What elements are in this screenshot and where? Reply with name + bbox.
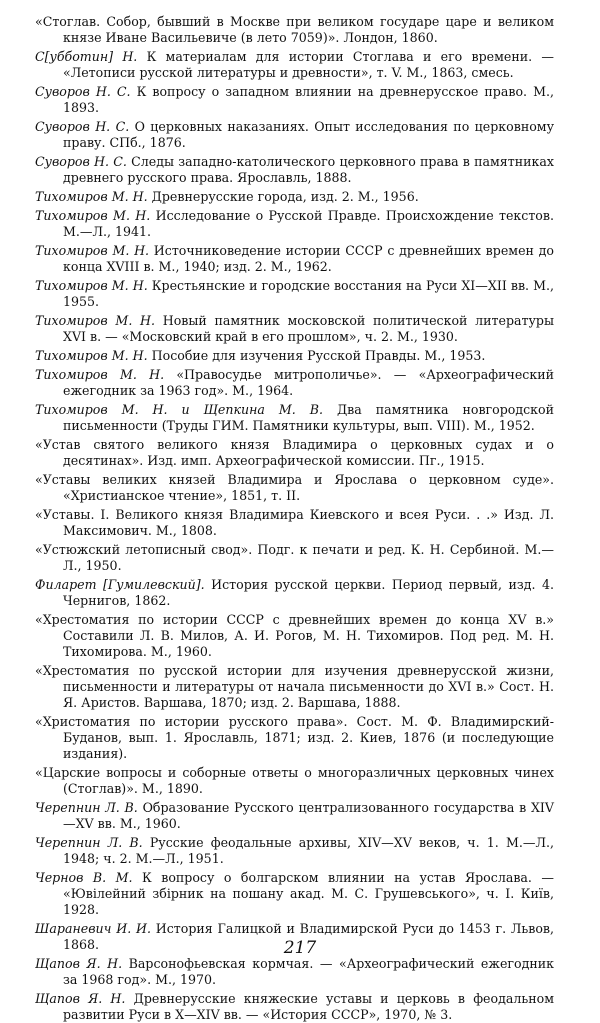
entry-author: Тихомиров М. Н. (35, 313, 156, 329)
entry-author: Щапов Я. Н. (35, 990, 126, 1006)
bibliography-entry (35, 663, 554, 711)
bibliography-entry (35, 278, 554, 310)
entry-text: Исследование о Русской Правде. Происхождение текстов. М.—Л., 1941. (63, 208, 554, 239)
entry-author: С[убботин] Н. (35, 49, 138, 64)
entry-author: Тихомиров М. Н. (35, 278, 148, 294)
bibliography-entry (35, 84, 554, 116)
entry-author: Шараневич И. И. (35, 920, 151, 936)
bibliography-entry (35, 577, 554, 609)
entry-text: «Царские вопросы и соборные ответы о многоразличных церковных чинех (Стоглав)». М., 1890. (35, 764, 554, 796)
bibliography-entry (35, 119, 554, 151)
entry-text: Следы западно-католического церковного права в памятниках древнего русского права. Ярославль, 1888. (63, 154, 554, 185)
entry-text: Пособие для изучения Русской Правды. М., 1953. (147, 348, 486, 364)
entry-author: Тихомиров М. Н. (35, 348, 148, 364)
bibliography-entry (35, 472, 554, 504)
bibliography-entry (35, 243, 554, 275)
bibliography-entry (35, 765, 554, 797)
entry-text: История Галицкой и Владимирской Руси до 1453 г. Львов, 1868. (63, 920, 555, 952)
entry-text: К материалам для истории Стоглава и его времени. — «Летописи русской литературы и древности», т. V. М., 1863, смесь. (63, 49, 555, 80)
bibliography-entry (35, 800, 554, 832)
entry-author: Тихомиров М. Н. (35, 243, 150, 259)
bibliography-entry (35, 542, 554, 574)
bibliography-entry (35, 14, 554, 46)
entry-author: Щапов Я. Н. (35, 955, 123, 971)
page-number: 217 (283, 938, 317, 958)
entry-text: «Правосудье митрополичье». — «Археографический ежегодник за 1963 год». М., 1964. (63, 367, 554, 399)
entry-text: «Устюжский летописный свод». Подг. к печати и ред. К. Н. Сербиной. М.—Л., 1950. (35, 542, 554, 574)
bibliography-entry (35, 208, 554, 240)
bibliography-entry (35, 402, 554, 434)
entry-text: «Хрестоматия по русской истории для изучения древнерусской жизни, письменности и литературы от начала письменности до XVI в.» Сост. Н. Я. Аристов. Варшава, 1870; изд. 2. Варшава, 1888. (35, 663, 554, 710)
entry-text: История русской церкви. Период первый, изд. 4. Чернигов, 1862. (63, 577, 554, 609)
entry-text: Образование Русского централизованного государства в XIV—XV вв. М., 1960. (63, 799, 554, 831)
entry-author: Черепнин Л. В. (35, 834, 143, 850)
bibliography-entry (35, 612, 554, 660)
bibliography-entry (35, 189, 554, 205)
entry-text: О церковных наказаниях. Опыт исследования по церковному праву. СПб., 1876. (63, 119, 554, 150)
bibliography-entry (35, 313, 554, 345)
bibliography-entry (35, 714, 554, 762)
entry-text: К вопросу о западном влиянии на древнерусское право. М., 1893. (63, 84, 554, 115)
entry-text: Два памятника новгородской письменности (Труды ГИМ. Памятники культуры, вып. VIII). М., 1952. (63, 402, 555, 434)
entry-author: Суворов Н. С. (35, 154, 127, 169)
entry-text: Древнерусские княжеские уставы и церковь в феодальном развитии Руси в X—XIV вв. — «История СССР», 1970, № 3. (63, 990, 554, 1022)
bibliography-entry (35, 154, 554, 186)
bibliography-entry (35, 870, 554, 918)
entry-author: Тихомиров М. Н. (35, 208, 151, 224)
entry-author: Филарет [Гумилевский]. (35, 577, 205, 593)
entry-text: «Христоматия по истории русского права». Сост. М. Ф. Владимирский-Буданов, вып. 1. Ярославль, 1871; изд. 2. Киев, 1876 (и последующие издания). (35, 714, 554, 761)
bibliography-entry (35, 437, 554, 469)
entry-text: К вопросу о болгарском влиянии на устав Ярослава. — «Ювілейний збірник на пошану акад. М. С. Грушевського», ч. I. Київ, 1928. (63, 869, 554, 917)
bibliography-entry (35, 348, 554, 364)
entry-text: «Хрестоматия по истории СССР с древнейших времен до конца XV в.» Составили Л. В. Милов, А. И. Рогов, М. Н. Тихомиров. Под ред. М. Н. Тихомирова. М., 1960. (35, 612, 554, 659)
bibliography-list (35, 14, 554, 1023)
entry-text: «Устав святого великого князя Владимира о церковных судах и о десятинах». Изд. имп. Археографической комиссии. Пг., 1915. (35, 437, 554, 469)
bibliography-entry (35, 507, 554, 539)
entry-author: Суворов Н. С. (35, 84, 131, 99)
entry-author: Чернов В. М. (35, 869, 133, 885)
entry-author: Суворов Н. С. (35, 119, 130, 134)
entry-text: «Уставы великих князей Владимира и Ярослава о церковном суде». «Христианское чтение», 1851, т. II. (35, 472, 554, 504)
entry-author: Тихомиров М. Н. и Щепкина М. В. (35, 402, 323, 418)
entry-text: Крестьянские и городские восстания на Руси XI—XII вв. М., 1955. (63, 278, 554, 309)
bibliography-entry (35, 835, 554, 867)
entry-author: Тихомиров М. Н. (35, 189, 148, 204)
entry-text: «Уставы. I. Великого князя Владимира Киевского и всея Руси. . .» Изд. Л. Максимович. М., 1808. (35, 507, 554, 539)
entry-text: Новый памятник московской политической литературы XVI в. — «Московский край в его прошлом», ч. 2. М., 1930. (63, 313, 554, 344)
bibliography-entry (35, 367, 554, 399)
entry-text: Варсонофьевская кормчая. — «Археографический ежегодник за 1968 год». М., 1970. (63, 955, 554, 987)
entry-text: Древнерусские города, изд. 2. М., 1956. (147, 189, 419, 204)
bibliography-entry (35, 49, 554, 81)
entry-text: Источниковедение истории СССР с древнейших времен до конца XVIII в. М., 1940; изд. 2. М., 1962. (63, 243, 554, 274)
entry-text: Русские феодальные архивы, XIV—XV веков, ч. 1. М.—Л., 1948; ч. 2. М.—Л., 1951. (63, 834, 554, 866)
entry-author: Черепнин Л. В. (35, 799, 138, 815)
entry-text: «Стоглав. Собор, бывший в Москве при великом государе царе и великом князе Иване Васильевиче (в лето 7059)». Лондон, 1860. (35, 14, 554, 45)
bibliography-entry (35, 991, 554, 1023)
entry-author: Тихомиров М. Н. (35, 367, 165, 383)
